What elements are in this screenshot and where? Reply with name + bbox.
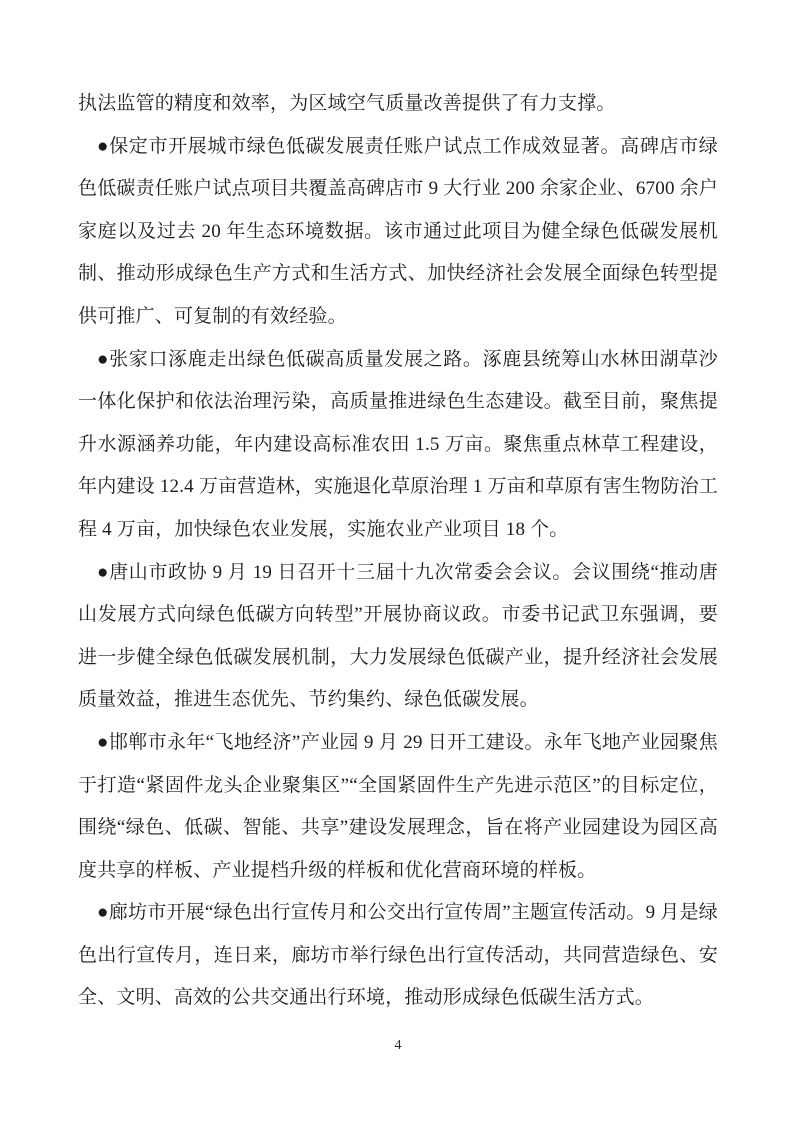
page-number: 4 <box>394 1038 402 1053</box>
page-footer <box>0 1036 796 1056</box>
paragraph: ●保定市开展城市绿色低碳发展责任账户试点工作成效显著。高碑店市绿色低碳责任账户试点项目共覆盖高碑店市 9 大行业 200 余家企业、6700 余户家庭以及过去 20 年生态环境数据。该市通过此项目为健全绿色低碳发展机制、推动形成绿色生产方式和生活方式、加快经济社会发展全面绿色转型提供可推广、可复制的有效经验。 <box>78 135 718 327</box>
paragraph: ●张家口涿鹿走出绿色低碳高质量发展之路。涿鹿县统筹山水林田湖草沙一体化保护和依法治理污染，高质量推进绿色生态建设。截至目前，聚焦提升水源涵养功能，年内建设高标准农田 1.5 万亩。聚焦重点林草工程建设，年内建设 12.4 万亩营造林，实施退化草原治理 1 万亩和草原有害生物防治工程 4 万亩，加快绿色农业发展，实施农业产业项目 18 个。 <box>78 348 718 540</box>
paragraph: ●唐山市政协 9 月 19 日召开十三届十九次常委会会议。会议围绕“推动唐山发展方式向绿色低碳方向转型”开展协商议政。市委书记武卫东强调，要进一步健全绿色低碳发展机制，大力发展绿色低碳产业，提升经济社会发展质量效益，推进生态优先、节约集约、绿色低碳发展。 <box>78 561 718 711</box>
paragraph: 执法监管的精度和效率，为区域空气质量改善提供了有力支撑。 <box>78 93 616 114</box>
document-body <box>78 83 718 1020</box>
paragraph: ●邯郸市永年“飞地经济”产业园 9 月 29 日开工建设。永年飞地产业园聚焦于打造“紧固件龙头企业聚集区”“全国紧固件生产先进示范区”的目标定位，围绕“绿色、低碳、智能、共享”建设发展理念，旨在将产业园建设为园区高度共享的样板、产业提档升级的样板和优化营商环境的样板。 <box>78 731 718 881</box>
paragraph: ●廊坊市开展“绿色出行宣传月和公交出行宣传周”主题宣传活动。9 月是绿色出行宣传月，连日来，廊坊市举行绿色出行宣传活动，共同营造绿色、安全、文明、高效的公共交通出行环境，推动形成绿色低碳生活方式。 <box>78 902 718 1009</box>
